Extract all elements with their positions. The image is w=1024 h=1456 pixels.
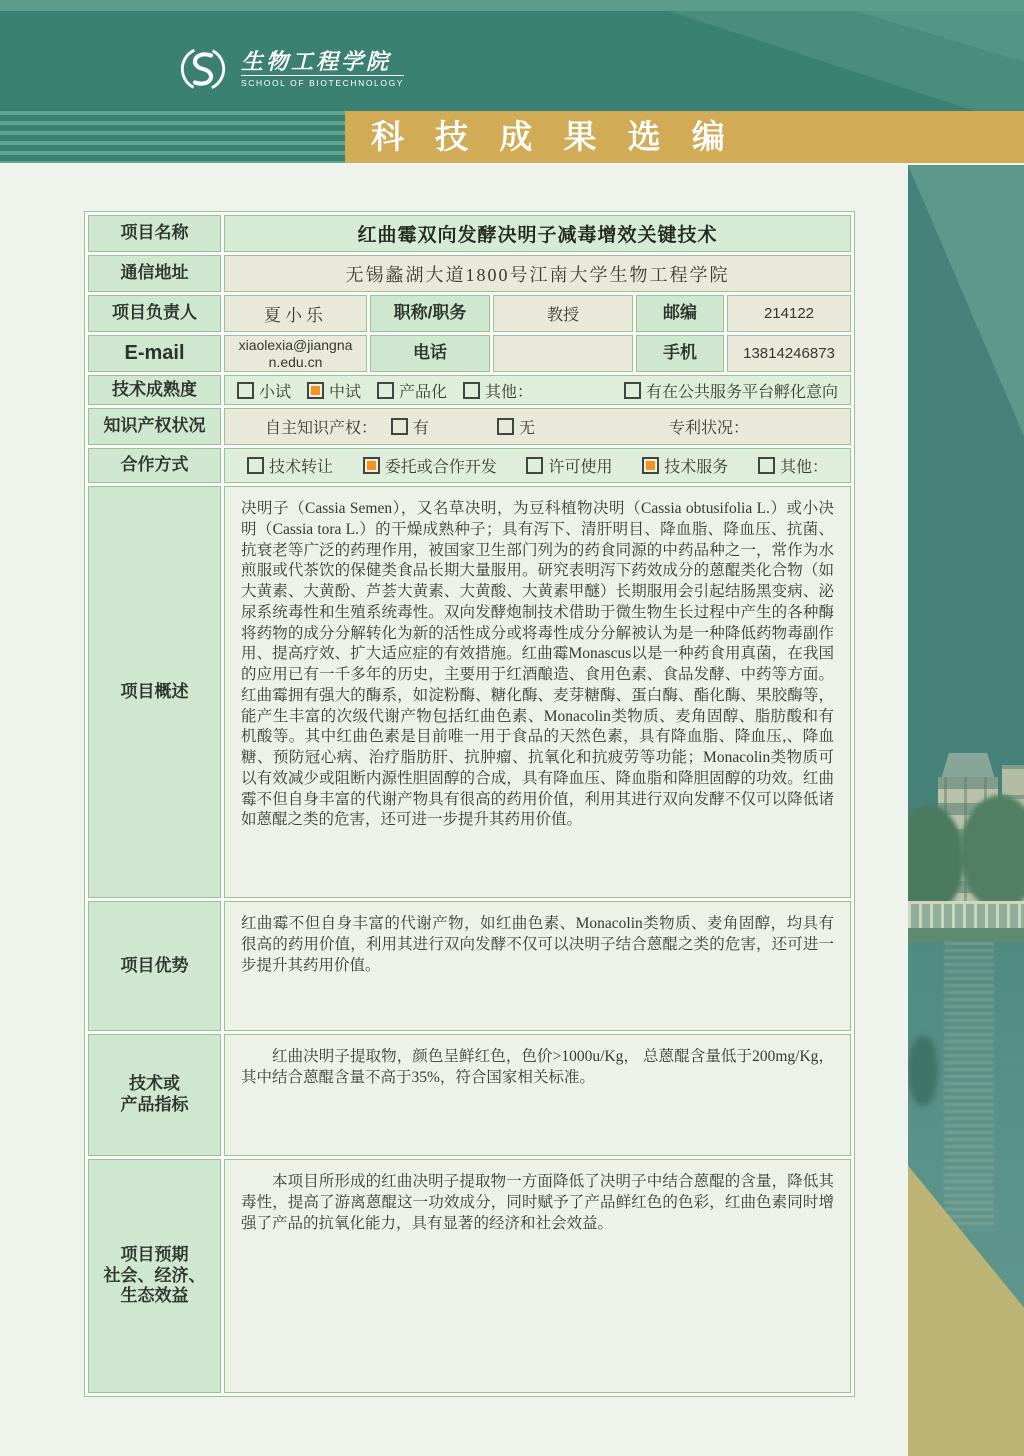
checkbox-option[interactable]: [497, 415, 535, 438]
title-value: 教授: [493, 295, 633, 332]
row-ip-status: [88, 408, 851, 445]
phone-label: 电话: [370, 335, 490, 372]
maturity-options: [224, 375, 851, 405]
benefits-text: 本项目所形成的红曲决明子提取物一方面降低了决明子中结合蒽醌的含量，降低其毒性，提高了游离蒽醌这一功效成分，同时赋予了产品鲜红色的色彩，红曲色素同时增强了产品的抗氧化能力，具有显著的经济和社会效益。: [241, 1173, 834, 1232]
checkbox-label: 许可使用: [548, 459, 613, 476]
project-form: [84, 211, 855, 1397]
zip-label: 邮编: [636, 295, 724, 332]
address-value: 无锡蠡湖大道1800号江南大学生物工程学院: [224, 255, 851, 292]
ip-status-value: [224, 408, 851, 445]
checkbox-icon[interactable]: [391, 418, 408, 435]
checkbox-option[interactable]: [363, 454, 497, 477]
row-indicators: [88, 1034, 851, 1156]
checkbox-option[interactable]: [463, 379, 533, 402]
email-value: xiaolexia@jiangnan.edu.cn: [224, 335, 367, 372]
checkbox-label: 其他：: [485, 383, 534, 401]
photo-building-reflection: [944, 942, 994, 1230]
school-logo: [176, 42, 404, 96]
row-email: [88, 335, 851, 372]
checkbox-icon[interactable]: [307, 382, 324, 399]
page-title: 科 技 成 果 选 编: [371, 118, 736, 155]
advantage-label: 项目优势: [88, 901, 221, 1031]
checkbox-icon[interactable]: [377, 382, 394, 399]
photo-building-roof: [936, 753, 1000, 779]
leader-value: 夏小乐: [224, 295, 367, 332]
photo-bridge: [908, 901, 1024, 928]
header-top-band: [0, 0, 1024, 11]
checkbox-icon[interactable]: [363, 457, 380, 474]
indicators-text: 红曲决明子提取物，颜色呈鲜红色，色价>1000u/Kg， 总蒽醌含量低于200mg/Kg，其中结合蒽醌含量不高于35%，符合国家相关标准。: [241, 1048, 834, 1086]
checkbox-label: 有在公共服务平台孵化意向: [645, 383, 838, 401]
address-label: 通信地址: [88, 255, 221, 292]
checkbox-icon[interactable]: [463, 382, 480, 399]
campus-photo-strip: [908, 165, 1024, 1456]
indicators-value: [224, 1034, 851, 1156]
project-name-value: 红曲霉双向发酵决明子减毒增效关键技术: [224, 215, 851, 252]
checkbox-option[interactable]: [758, 454, 828, 477]
school-name-en: SCHOOL OF BIOTECHNOLOGY: [241, 75, 404, 88]
project-name-label: 项目名称: [88, 215, 221, 252]
checkbox-option[interactable]: [391, 415, 429, 438]
header-stripes: [0, 111, 345, 163]
row-advantage: [88, 901, 851, 1031]
phone-value: [493, 335, 633, 372]
checkbox-icon[interactable]: [497, 418, 514, 435]
overview-text: 决明子（Cassia Semen），又名草决明，为豆科植物决明（Cassia obtusifolia L.）或小决明（Cassia tora L.）的干燥成熟种子；具有泻下、清肝明目、降血脂、降血压、抗菌、抗衰老等广泛的药理作用，被国家卫生部门列为的药食同源的中药品种之一，常作为水煎服或代茶饮的保健类食品长期大量服用。研究表明泻下药效成分的蒽醌类化合物（如大黄素、大黄酚、芦荟大黄素、大黄酸、大黄素甲醚）长期服用会引起结肠黑变病、泌尿系统毒性和生殖系统毒性。双向发酵炮制技术借助于微生物生长过程中产生的各种酶将药物的成分分解转化为新的活性成分或将毒性成分分解被认为是一种降低药物毒副作用、提高疗效、扩大适应症的有效措施。红曲霉Monascus以是一种药食用真菌，在我国的应用已有一千多年的历史，主要用于红酒酿造、食用色素、食品发酵、中药等方面。红曲霉拥有强大的酶系，如淀粉酶、糖化酶、麦芽糖酶、蛋白酶、酯化酶、果胶酶等，能产生丰富的次级代谢产物包括红曲色素、Monacolin类物质、麦角固醇、脂肪酸和有机酸等。其中红曲色素是目前唯一用于食品的天然色素，具有降血脂、降血压,、降血糖、预防冠心病、治疗脂肪肝、抗肿瘤、抗氧化和抗疲劳等功能；Monacolin类物质可以有效减少或阻断内源性胆固醇的合成，具有降血压、降血脂和降胆固醇的功效。红曲霉不但自身丰富的代谢产物具有很高的药用价值，利用其进行双向发酵不仅可以降低诸如蒽醌之类的危害，还可进一步提升其药用价值。: [241, 500, 834, 829]
advantage-value: [224, 901, 851, 1031]
zip-value: 214122: [727, 295, 851, 332]
leader-label: 项目负责人: [88, 295, 221, 332]
row-overview: [88, 486, 851, 898]
ip-status-label: 知识产权状况: [88, 408, 221, 445]
row-benefits: [88, 1159, 851, 1393]
patent-status-label: 专利状况：: [669, 420, 750, 437]
maturity-label: 技术成熟度: [88, 375, 221, 405]
cooperation-label: 合作方式: [88, 448, 221, 483]
email-label: E-mail: [88, 335, 221, 372]
row-project-name: [88, 215, 851, 252]
mobile-value: 13814246873: [727, 335, 851, 372]
row-leader: [88, 295, 851, 332]
school-logo-text: [241, 50, 404, 88]
checkbox-option[interactable]: [642, 454, 728, 477]
checkbox-option[interactable]: [307, 379, 361, 402]
checkbox-label: 无: [519, 420, 536, 437]
checkbox-option[interactable]: [237, 379, 291, 402]
checkbox-label: 其他：: [779, 459, 828, 476]
checkbox-label: 产品化: [399, 383, 448, 401]
advantage-text: 红曲霉不但自身丰富的代谢产物，如红曲色素、Monacolin类物质、麦角固醇，均具有很高的药用价值，利用其进行双向发酵不仅可以决明子结合蒽醌之类的危害，还可进一步提升其药用价值。: [241, 915, 834, 974]
title-label: 职称/职务: [370, 295, 490, 332]
checkbox-label: 委托或合作开发: [384, 459, 497, 476]
checkbox-label: 小试: [259, 383, 292, 401]
title-banner: [345, 111, 1024, 163]
checkbox-option[interactable]: [377, 379, 447, 402]
overview-value: [224, 486, 851, 898]
checkbox-option[interactable]: [526, 454, 612, 477]
checkbox-icon[interactable]: [526, 457, 543, 474]
school-name-cn: 生物工程学院: [241, 48, 392, 74]
row-maturity: [88, 375, 851, 405]
page-header: [0, 0, 1024, 163]
checkbox-icon[interactable]: [758, 457, 775, 474]
school-logo-icon: [176, 42, 230, 96]
benefits-value: [224, 1159, 851, 1393]
checkbox-label: 技术转让: [269, 459, 334, 476]
cooperation-options: [224, 448, 851, 483]
checkbox-option[interactable]: [247, 454, 333, 477]
checkbox-icon[interactable]: [237, 382, 254, 399]
checkbox-icon[interactable]: [624, 382, 641, 399]
row-address: [88, 255, 851, 292]
checkbox-label: 中试: [329, 383, 362, 401]
overview-label: 项目概述: [88, 486, 221, 898]
checkbox-icon[interactable]: [642, 457, 659, 474]
indicators-label: 技术或 产品指标: [88, 1034, 221, 1156]
benefits-label: 项目预期 社会、经济、 生态效益: [88, 1159, 221, 1393]
checkbox-label: 技术服务: [664, 459, 729, 476]
photo-riverbank: [908, 928, 1024, 942]
row-cooperation: [88, 448, 851, 483]
checkbox-option[interactable]: [624, 379, 838, 402]
mobile-label: 手机: [636, 335, 724, 372]
checkbox-icon[interactable]: [247, 457, 264, 474]
own-ip-label: 自主知识产权：: [265, 420, 378, 437]
photo-tree-reflection: [908, 1035, 938, 1107]
checkbox-label: 有: [413, 420, 430, 437]
